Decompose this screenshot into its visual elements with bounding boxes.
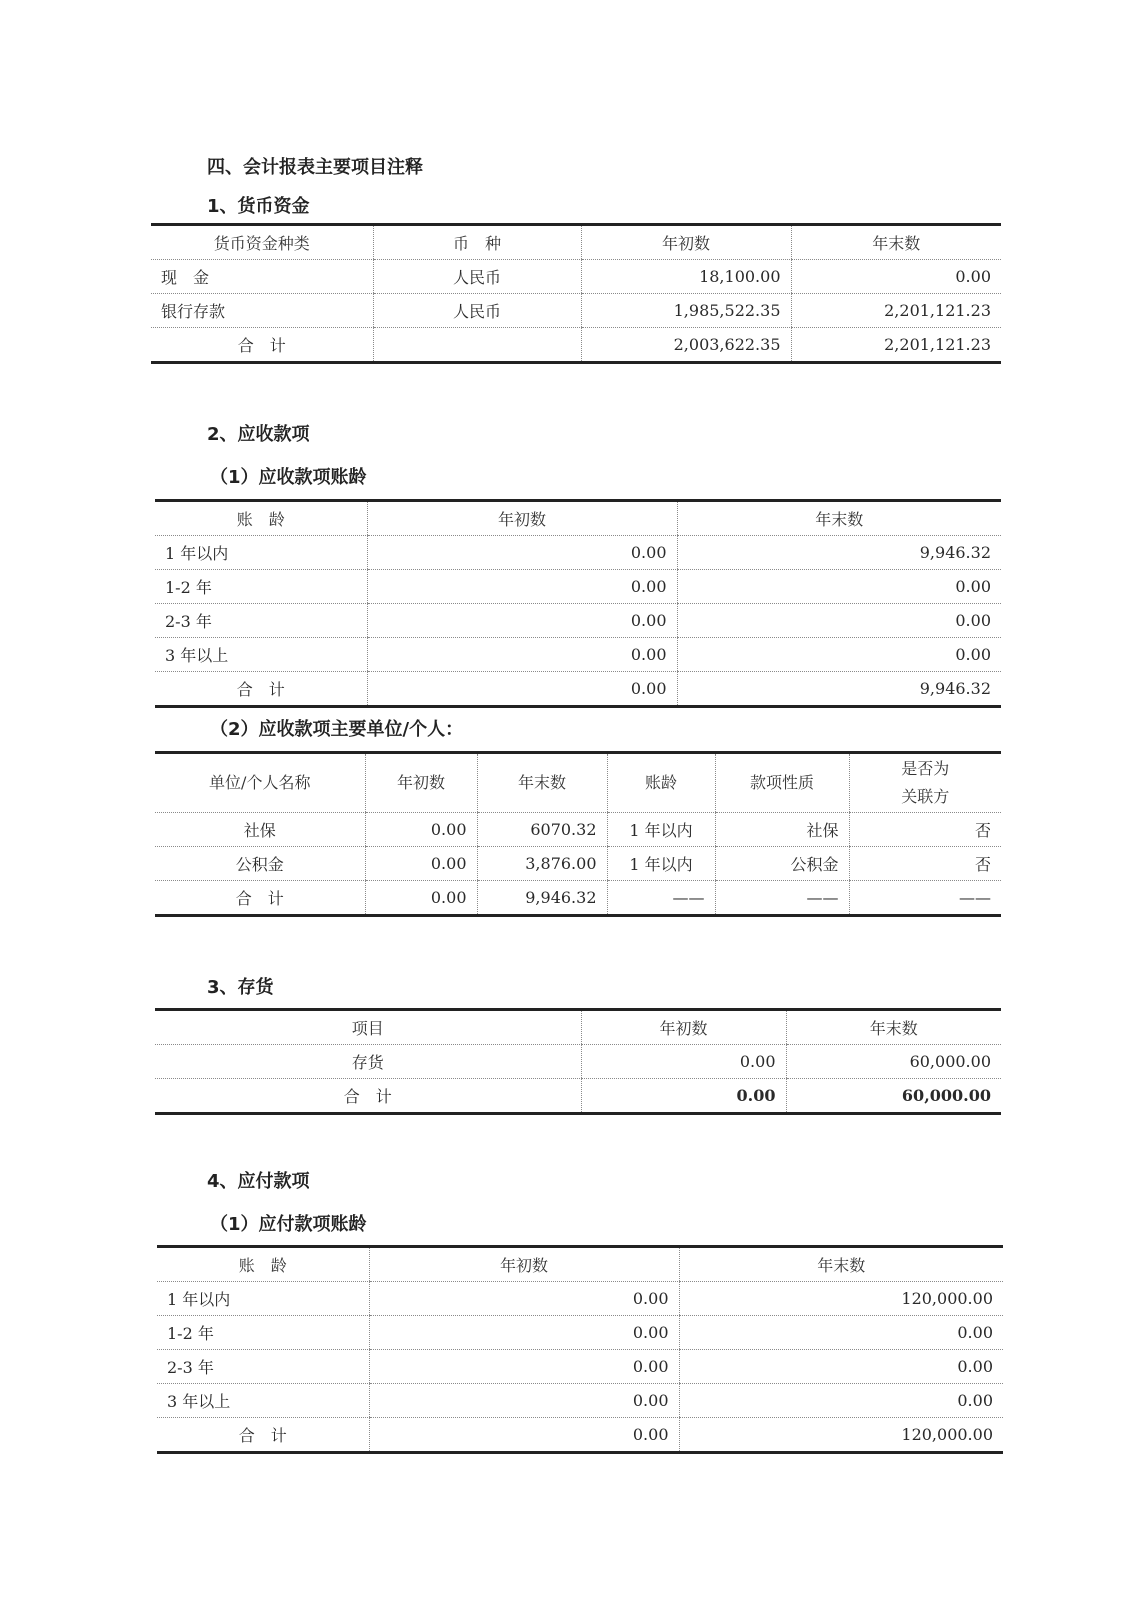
header-cell: 年末数 [679,1247,1003,1282]
table-cell: 2-3 年 [155,604,367,638]
table-cell: 1 年以内 [607,813,715,847]
table-row [155,1045,1001,1079]
header-cell: 账 龄 [157,1247,369,1282]
section-title: 四、会计报表主要项目注释 [207,157,423,178]
table-cell: 0.00 [367,604,677,638]
table-cell: 0.00 [365,881,477,916]
inventory-table [155,1008,1001,1115]
table-cell: 3 年以上 [155,638,367,672]
payables-aging-table [157,1245,1003,1454]
table-cell: 0.00 [367,672,677,707]
table-cell: 合 计 [236,680,285,699]
table-cell: 9,946.32 [677,672,1001,707]
table-cell: 0.00 [677,570,1001,604]
table-cell: 0.00 [369,1350,679,1384]
receivables-heading: 2、应收款项 [207,424,310,445]
table-row [151,260,1001,294]
header-cell: 年末数 [477,753,607,813]
payables-aging-heading: （1）应付款项账龄 [210,1214,367,1235]
table-cell: 2-3 年 [157,1350,369,1384]
table-cell: 120,000.00 [679,1282,1003,1316]
table-cell: 1 年以内 [157,1282,369,1316]
cash-table [151,223,1001,364]
header-cell: 单位/个人名称 [155,753,365,813]
header-cell: 币 种 [373,225,581,260]
header-cell: 款项性质 [715,753,849,813]
table-cell: 否 [849,847,1001,881]
table-header-row [151,225,1001,260]
inventory-heading: 3、存货 [207,977,274,998]
table-cell: 0.00 [367,638,677,672]
table-cell: 公积金 [155,847,365,881]
table-cell: 1,985,522.35 [581,294,791,328]
table-row [155,604,1001,638]
header-cell: 年末数 [786,1010,1001,1045]
header-cell-related-party [849,753,1001,813]
header-cell: 账龄 [607,753,715,813]
receivables-aging-table [155,499,1001,708]
header-cell: 项目 [155,1010,581,1045]
table-cell: 否 [849,813,1001,847]
table-cell: 6070.32 [477,813,607,847]
table-cell: 0.00 [369,1384,679,1418]
table-cell: 合 计 [238,1426,287,1445]
header-cell: 年初数 [581,1010,786,1045]
header-cell: 货币资金种类 [151,225,373,260]
table-row [155,570,1001,604]
cash-heading: 1、货币资金 [207,196,310,217]
table-row [155,847,1001,881]
receivables-aging-heading: （1）应收款项账龄 [210,467,367,488]
table-cell: 9,946.32 [477,881,607,916]
table-row [151,294,1001,328]
table-cell: 0.00 [369,1418,679,1453]
header-cell: 年末数 [791,225,1001,260]
table-header-row [157,1247,1003,1282]
table-cell: 60,000.00 [786,1079,1001,1114]
header-cell: 年初数 [365,753,477,813]
table-cell: 合 计 [237,336,286,355]
header-cell: 年初数 [581,225,791,260]
table-header-row [155,753,1001,813]
table-cell: 3 年以上 [157,1384,369,1418]
header-line: 是否为 [901,759,950,778]
table-cell: 0.00 [369,1316,679,1350]
total-row [157,1418,1003,1453]
table-cell: 0.00 [679,1384,1003,1418]
table-cell: 0.00 [679,1350,1003,1384]
total-row [155,672,1001,707]
table-cell: 0.00 [367,536,677,570]
table-cell: 人民币 [373,294,581,328]
header-line: 关联方 [901,787,950,806]
table-cell: 1-2 年 [157,1316,369,1350]
total-row [155,881,1001,916]
table-cell: 0.00 [677,638,1001,672]
table-header-row [155,1010,1001,1045]
table-cell [373,328,581,363]
table-cell: 18,100.00 [581,260,791,294]
payables-heading: 4、应付款项 [207,1171,310,1192]
table-cell: 0.00 [679,1316,1003,1350]
table-cell: 1 年以内 [607,847,715,881]
table-cell: 0.00 [581,1045,786,1079]
table-cell: 合 计 [343,1087,392,1106]
header-cell: 年初数 [367,501,677,536]
table-row [157,1384,1003,1418]
table-cell: —— [715,881,849,916]
receivables-parties-table [155,751,1001,917]
table-cell: 社保 [715,813,849,847]
table-cell: 3,876.00 [477,847,607,881]
table-row [155,813,1001,847]
header-cell: 年初数 [369,1247,679,1282]
receivables-parties-heading: （2）应收款项主要单位/个人： [210,719,464,740]
total-row [151,328,1001,363]
table-cell: 0.00 [677,604,1001,638]
table-cell: 社保 [155,813,365,847]
table-row [155,536,1001,570]
table-cell: 60,000.00 [786,1045,1001,1079]
total-row [155,1079,1001,1114]
table-row [157,1282,1003,1316]
table-row [157,1316,1003,1350]
table-cell: 1 年以内 [155,536,367,570]
table-row [157,1350,1003,1384]
table-cell: 0.00 [369,1282,679,1316]
table-cell: 120,000.00 [679,1418,1003,1453]
table-cell: 现 金 [151,260,373,294]
table-cell: —— [849,881,1001,916]
table-cell: 人民币 [373,260,581,294]
table-row [155,638,1001,672]
table-cell: —— [607,881,715,916]
table-cell: 0.00 [365,847,477,881]
table-cell: 合 计 [235,889,284,908]
table-cell: 0.00 [367,570,677,604]
table-cell: 2,201,121.23 [791,294,1001,328]
table-cell: 银行存款 [151,294,373,328]
table-cell: 公积金 [715,847,849,881]
table-cell: 2,201,121.23 [791,328,1001,363]
table-cell: 0.00 [581,1079,786,1114]
table-cell: 1-2 年 [155,570,367,604]
header-cell: 年末数 [677,501,1001,536]
header-cell: 账 龄 [155,501,367,536]
table-cell: 0.00 [365,813,477,847]
table-cell: 存货 [155,1045,581,1079]
table-cell: 0.00 [791,260,1001,294]
table-header-row [155,501,1001,536]
table-cell: 9,946.32 [677,536,1001,570]
table-cell: 2,003,622.35 [581,328,791,363]
